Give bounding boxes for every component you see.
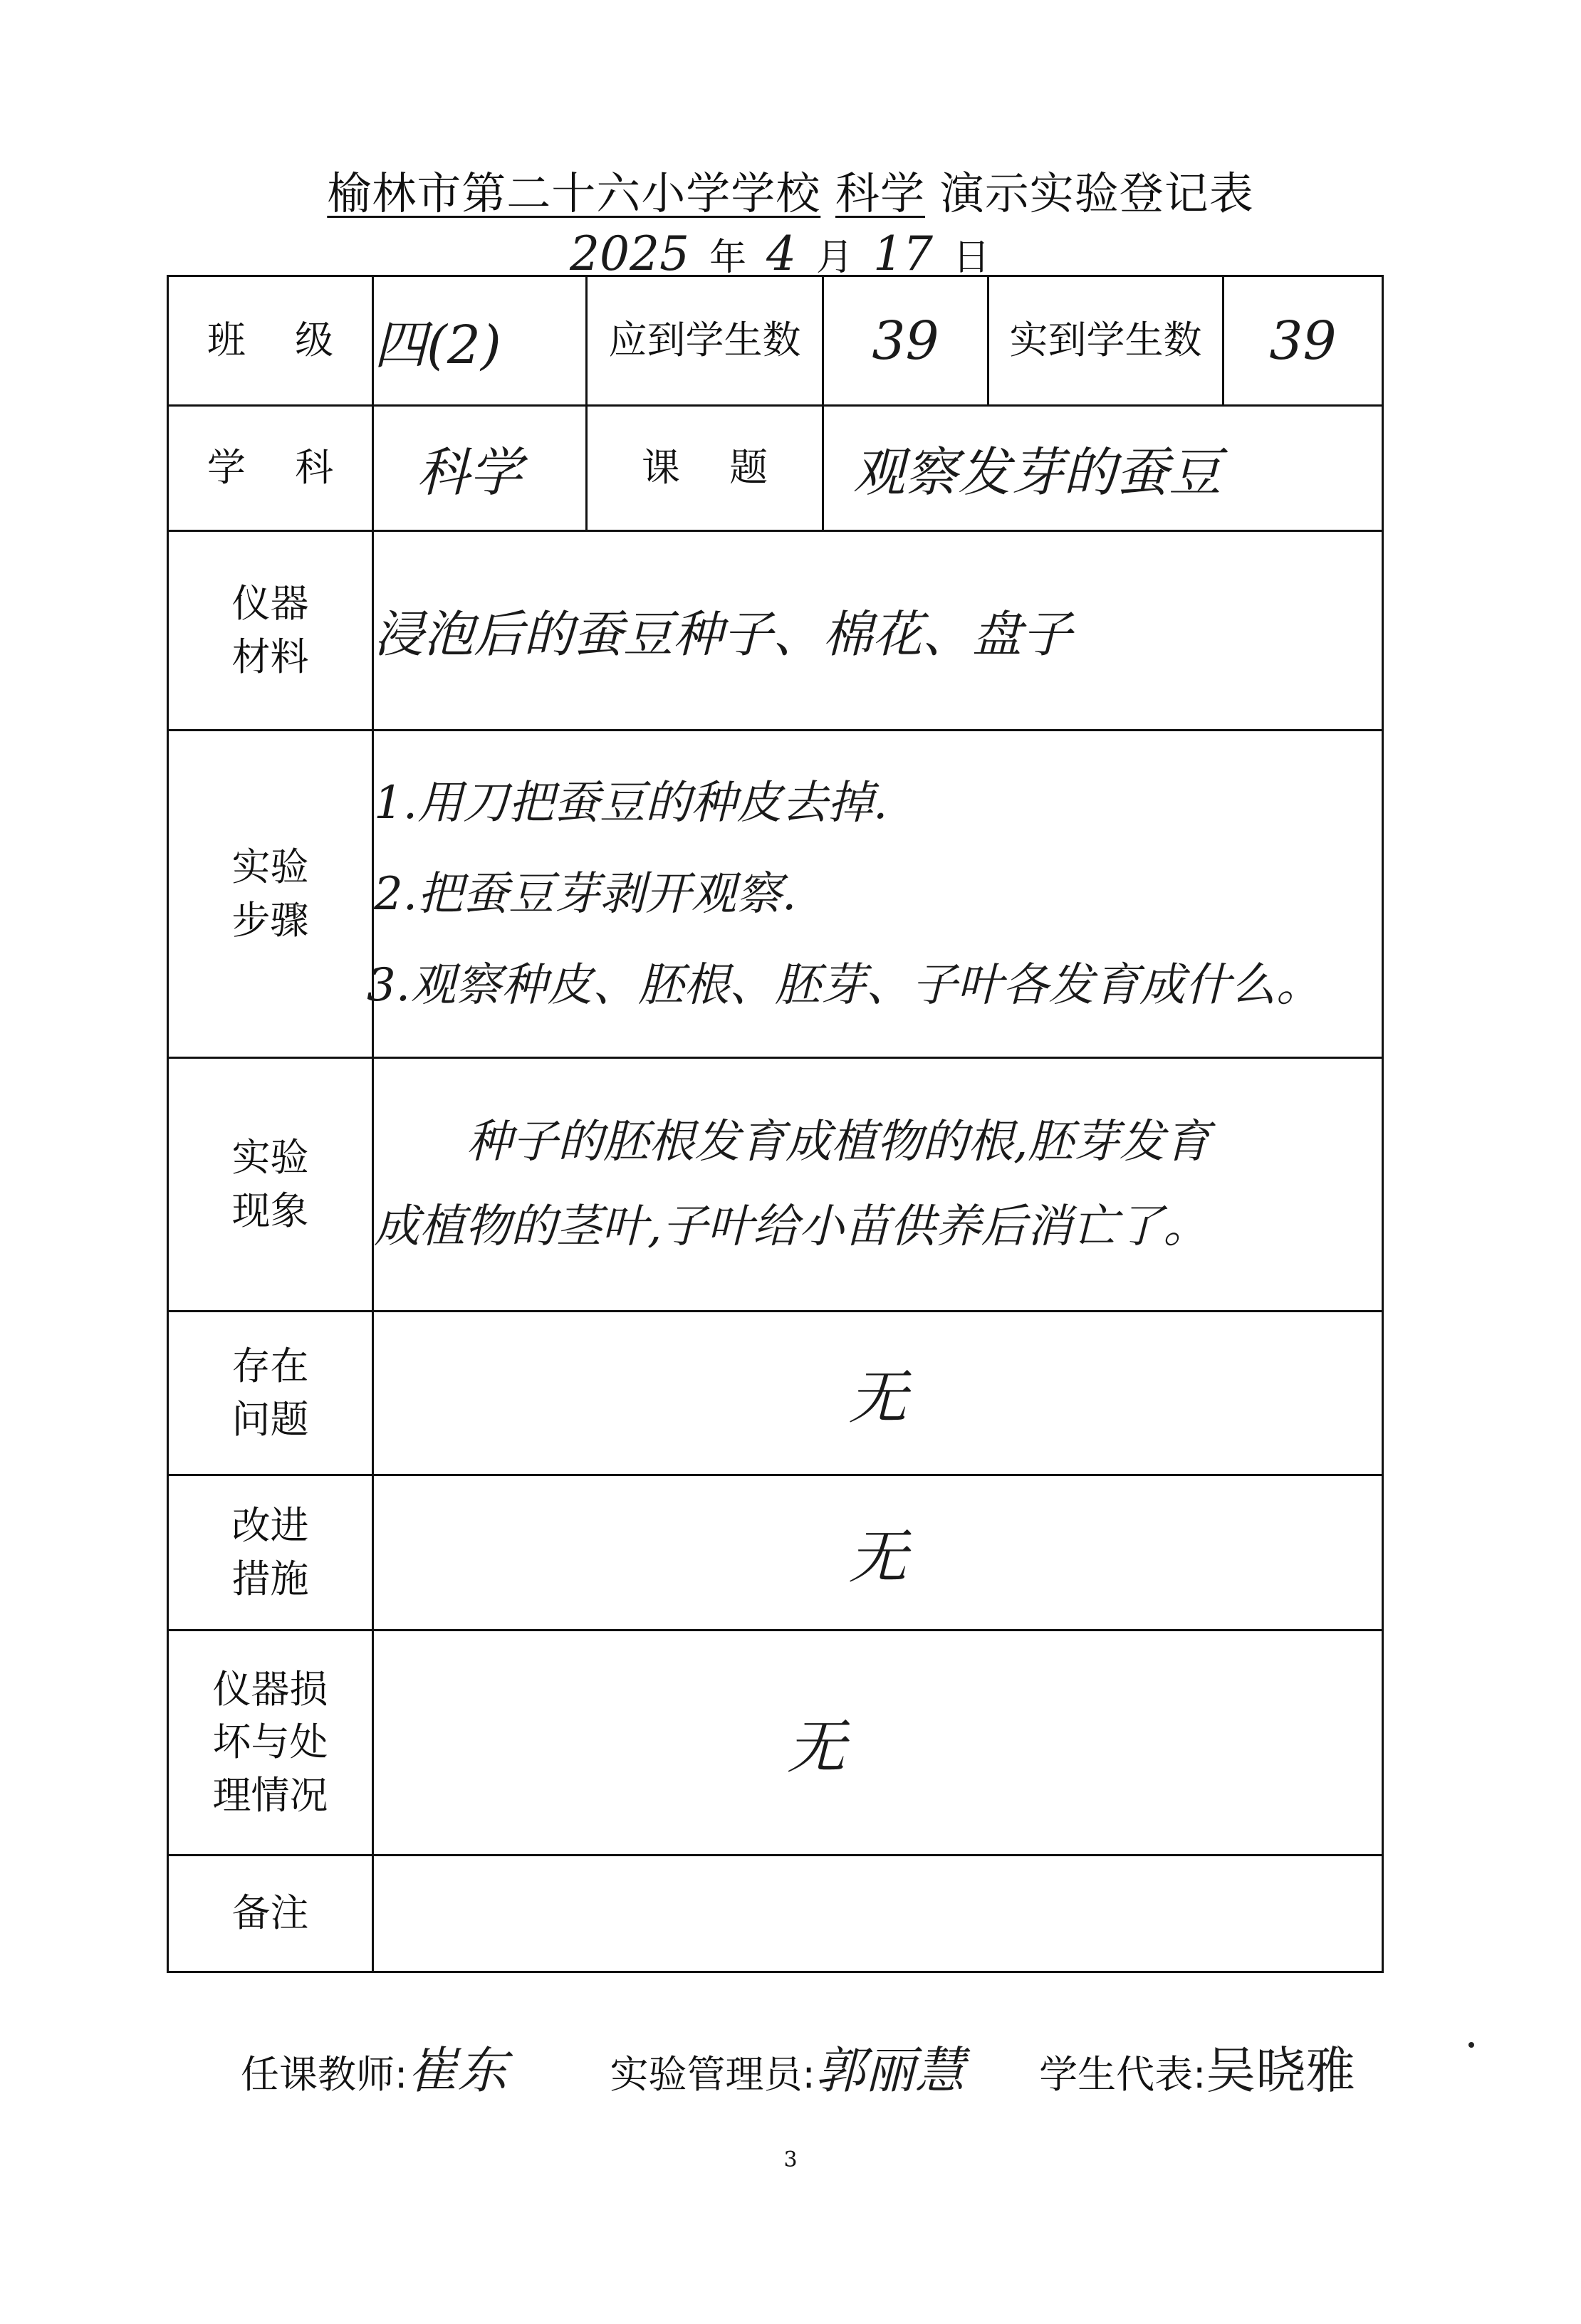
improve-value: 无 — [373, 1475, 1383, 1631]
topic-value: 观察发芽的蚕豆 — [823, 406, 1383, 531]
date-day-label: 日 — [952, 236, 990, 279]
student-signature: 吴晓雅 — [1206, 2041, 1356, 2100]
teacher-label: 任课教师: — [241, 2052, 408, 2097]
title-suffix: 演示实验登记表 — [939, 167, 1254, 219]
manager-signature: 郭丽慧 — [815, 2041, 965, 2100]
date-year: 2025 — [570, 226, 689, 281]
title-subject: 科学 — [835, 167, 925, 219]
row-phenomenon — [168, 1058, 1383, 1312]
student-label: 学生代表: — [1039, 2052, 1206, 2097]
row-steps — [168, 731, 1383, 1058]
stray-mark — [1468, 2042, 1474, 2048]
damage-label: 仪器损 坏与处 理情况 — [168, 1631, 373, 1855]
step-item: 2.把蚕豆芽剥开观察. — [374, 867, 797, 921]
class-label: 班 级 — [168, 276, 373, 406]
problems-value: 无 — [373, 1312, 1383, 1475]
materials-label: 仪器 材料 — [168, 531, 373, 731]
subject-label: 学 科 — [168, 406, 373, 531]
topic-label: 课 题 — [587, 406, 823, 531]
form-title — [0, 158, 1581, 221]
row-improve — [168, 1475, 1383, 1631]
date-month: 4 — [766, 226, 796, 281]
row-materials — [168, 531, 1383, 731]
step-item: 3.观察种皮、胚根、胚芽、子叶各发育成什么。 — [367, 958, 1322, 1012]
actual-label: 实到学生数 — [988, 276, 1223, 406]
remarks-label: 备注 — [168, 1855, 373, 1972]
registration-table — [167, 275, 1384, 1973]
class-value: 四(2) — [373, 276, 587, 406]
phenomenon-line: 成植物的茎叶,子叶给小苗供养后消亡了。 — [374, 1200, 1209, 1253]
phenomenon-text — [373, 1058, 1383, 1312]
date-month-label: 月 — [815, 236, 853, 279]
phenomenon-label: 实验 现象 — [168, 1058, 373, 1312]
step-item: 1.用刀把蚕豆的种皮去掉. — [374, 776, 888, 829]
subject-value: 科学 — [373, 406, 587, 531]
title-prefix: 榆林市第二十六小学学校 — [327, 167, 821, 219]
expected-label: 应到学生数 — [587, 276, 823, 406]
row-damage — [168, 1631, 1383, 1855]
date-day: 17 — [873, 226, 933, 281]
damage-value: 无 — [373, 1631, 1383, 1855]
remarks-value — [373, 1855, 1383, 1972]
actual-value: 39 — [1223, 276, 1383, 406]
phenomenon-line: 种子的胚根发育成植物的根,胚芽发育 — [466, 1116, 1211, 1169]
signature-line — [241, 2031, 1355, 2103]
row-problems — [168, 1312, 1383, 1475]
row-class — [168, 276, 1383, 406]
manager-label: 实验管理员: — [610, 2052, 815, 2097]
row-remarks — [168, 1855, 1383, 1972]
teacher-signature: 崔东 — [407, 2041, 508, 2100]
improve-label: 改进 措施 — [168, 1475, 373, 1631]
materials-value: 浸泡后的蚕豆种子、棉花、盘子 — [373, 531, 1383, 731]
date-year-label: 年 — [709, 236, 746, 279]
expected-value: 39 — [823, 276, 988, 406]
row-subject — [168, 406, 1383, 531]
problems-label: 存在 问题 — [168, 1312, 373, 1475]
page-number: 3 — [783, 2147, 798, 2172]
steps-list — [367, 731, 1383, 1058]
date-line — [570, 226, 1010, 281]
steps-label: 实验 步骤 — [168, 731, 373, 1058]
